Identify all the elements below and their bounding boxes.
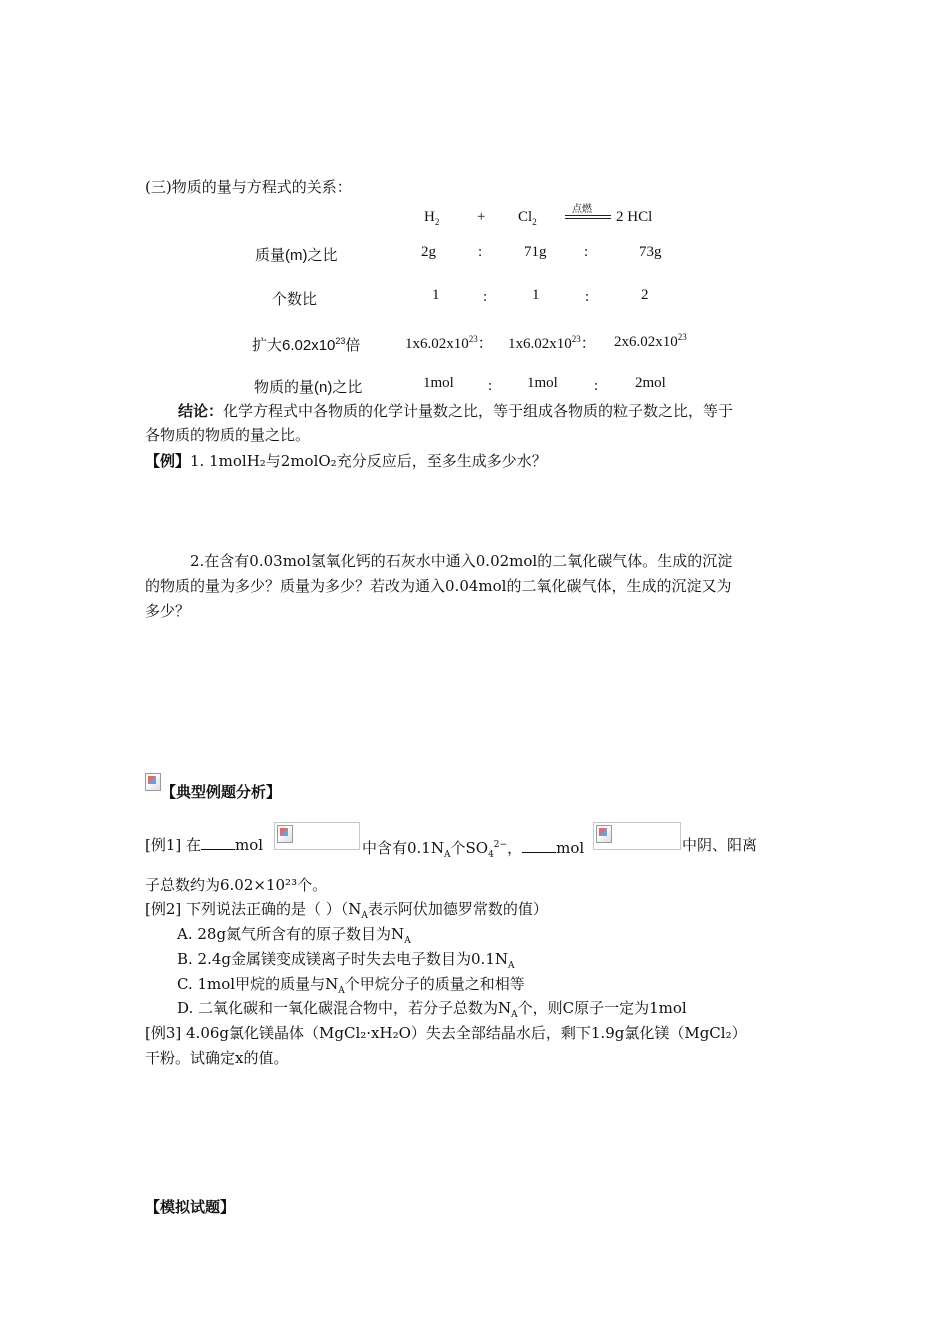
example-q2-line-3: 多少？ <box>145 602 191 620</box>
mock-heading: 【模拟试题】 <box>145 1199 236 1216</box>
typical-ex3-line-1: [例3] 4.06g氯化镁晶体（MgCl₂·xH₂O）失去全部结晶水后，剩下1.9g氯化镁（MgCl₂） <box>145 1024 747 1042</box>
example-q2-line-1: 2.在含有0.03mol氢氧化钙的石灰水中通入0.02mol的二氧化碳气体。生成的沉淀 <box>190 552 733 570</box>
row-moles-b: 1mol <box>527 375 558 391</box>
product-hcl: 2 HCl <box>616 209 653 225</box>
row-moles-c: 2mol <box>635 375 666 391</box>
row-label-count: 个数比 <box>272 291 318 308</box>
row-count-b: 1 <box>532 287 540 303</box>
typical-ex1-tail: 中阴、阳离 <box>682 836 758 854</box>
reactant-cl2: $Cl_2$ <box>518 209 537 227</box>
row-mass-c: 73g <box>639 244 662 260</box>
typical-ex1-line-2: 子总数约为6.02×10²³个。 <box>145 876 328 894</box>
row-label-moles: 物质的量(n)之比 <box>254 379 363 396</box>
conclusion-line-1: 结论：化学方程式中各物质的化学计量数之比，等于组成各物质的粒子数之比，等于 <box>178 402 734 420</box>
row-count-c: 2 <box>641 287 649 303</box>
row-scale-a: $1x6.02x10^{23}$： <box>405 334 493 352</box>
row-label-mass: 质量(m)之比 <box>255 247 338 264</box>
conclusion-line-2: 各物质的物质的量之比。 <box>145 426 311 444</box>
typical-heading: 【典型例题分析】 <box>161 784 282 801</box>
typical-ex1-mid: 中含有$0.1N_A$个$SO_4^{2-}$， mol <box>362 839 585 860</box>
plus-sign: + <box>477 209 486 225</box>
row-scale-b: $1x6.02x10^{23}$： <box>508 334 596 352</box>
row-mass-sep1: : <box>478 244 483 260</box>
example-q2-line-2: 的物质的量为多少？质量为多少？若改为通入0.04mol的二氧化碳气体，生成的沉淀又为 <box>145 577 732 595</box>
row-mass-a: 2g <box>421 244 436 260</box>
broken-image-icon <box>277 825 293 843</box>
broken-image-icon <box>596 825 612 843</box>
typical-ex1-line-1: [例1] 在 mol <box>145 836 264 854</box>
row-count-sep2: : <box>585 289 590 305</box>
row-mass-sep2: : <box>584 244 589 260</box>
typical-ex2-stem: [例2] 下列说法正确的是（ ）（$N_A$表示阿伏加德罗常数的值） <box>145 900 548 921</box>
example-q1: 【例】1. 1molH₂与2molO₂充分反应后，至多生成多少水？ <box>145 452 547 470</box>
row-scale-c: $2x6.02x10^{23}$ <box>614 332 687 350</box>
typical-ex3-line-2: 干粉。试确定x的值。 <box>145 1049 289 1067</box>
option-b: B. 2.4g金属镁变成镁离子时失去电子数目为$0.1N_A$ <box>177 950 515 971</box>
reaction-condition: 点燃 <box>572 204 592 215</box>
reactant-h2: $H_2$ <box>424 209 440 227</box>
option-d: D. 二氧化碳和一氧化碳混合物中，若分子总数为$N_A$个，则C原子一定为1mol <box>177 999 687 1020</box>
row-moles-sep1: : <box>488 378 493 394</box>
section-heading: (三)物质的量与方程式的关系： <box>145 178 352 196</box>
row-moles-a: 1mol <box>423 375 454 391</box>
row-moles-sep2: : <box>594 378 599 394</box>
option-c: C. 1mol甲烷的质量与$N_A$个甲烷分子的质量之和相等 <box>177 975 525 996</box>
row-count-a: 1 <box>432 287 440 303</box>
formula-image-2 <box>593 822 681 850</box>
row-label-scale: 扩大$6.02x10^{23}$倍 <box>252 336 361 354</box>
formula-image-1 <box>274 822 360 850</box>
row-mass-b: 71g <box>524 244 547 260</box>
broken-image-icon <box>145 773 161 791</box>
equation-arrow <box>565 215 611 219</box>
option-a: A. 28g氮气所含有的原子数目为$N_A$ <box>177 925 411 946</box>
row-count-sep1: : <box>483 289 488 305</box>
